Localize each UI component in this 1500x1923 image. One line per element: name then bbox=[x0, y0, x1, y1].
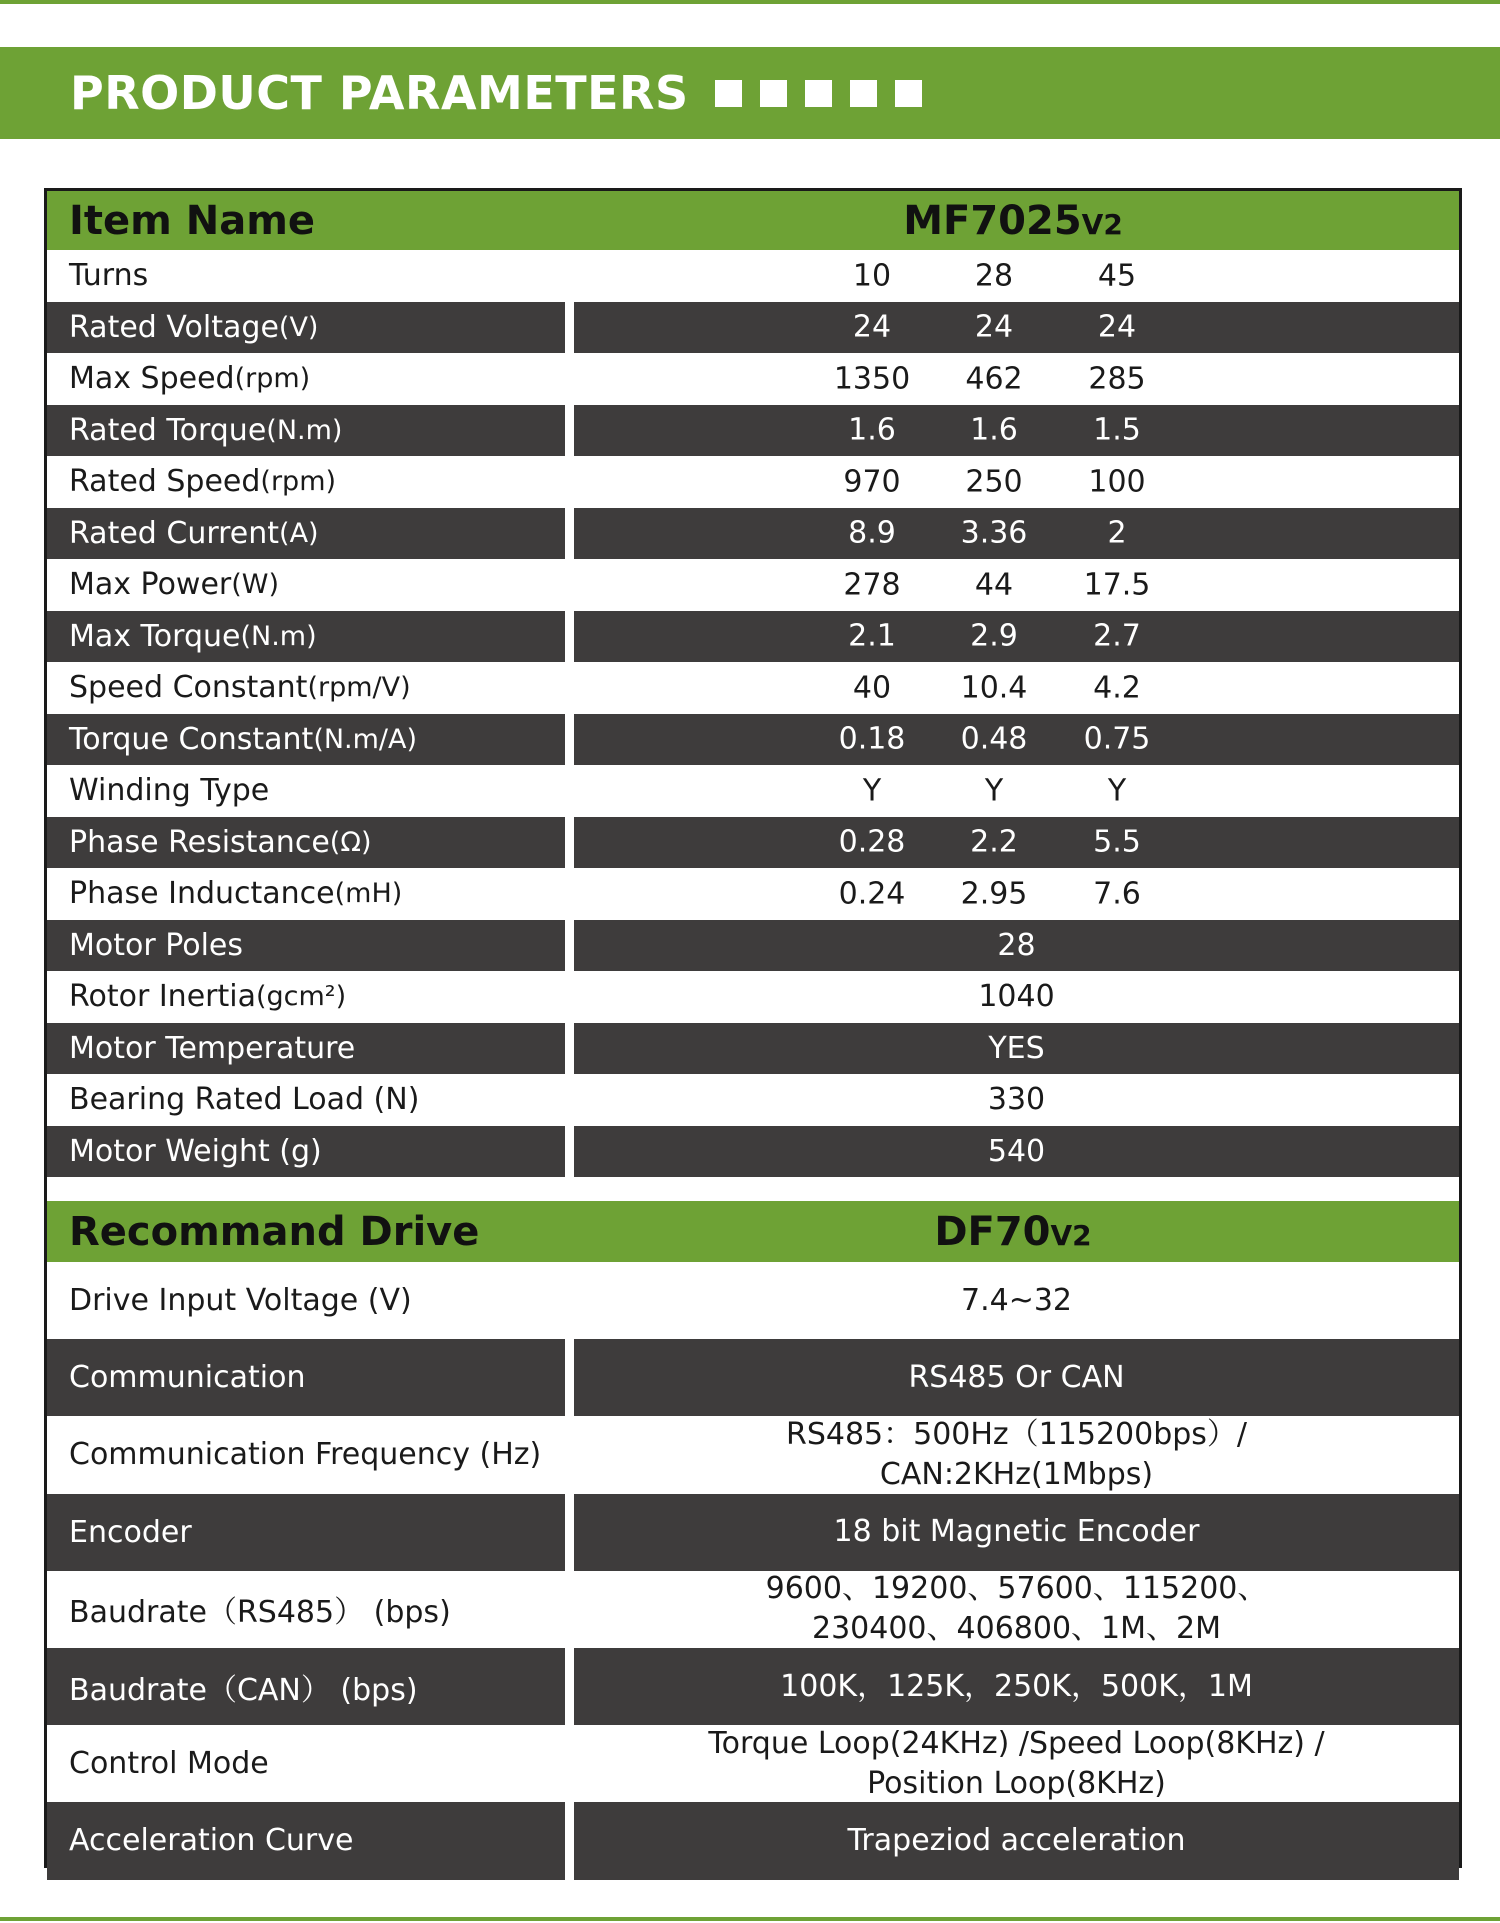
value-cell: 0.24 bbox=[838, 876, 906, 912]
row-values bbox=[574, 1339, 1459, 1416]
value-group bbox=[574, 611, 1459, 663]
column-divider bbox=[565, 1725, 574, 1802]
value-line: RS485：500Hz（115200bps）/ bbox=[785, 1416, 1248, 1452]
row-label bbox=[47, 1126, 565, 1178]
row-label bbox=[47, 971, 565, 1023]
table-row bbox=[47, 1023, 1459, 1075]
column-divider bbox=[565, 662, 574, 714]
column-divider bbox=[565, 971, 574, 1023]
row-values bbox=[574, 250, 1459, 302]
column-divider bbox=[565, 868, 574, 920]
value-cell: 462 bbox=[965, 361, 1023, 397]
row-label-unit: (N.m) bbox=[266, 414, 343, 446]
row-label-unit: (W) bbox=[231, 569, 280, 601]
row-label-text: Bearing Rated Load (N) bbox=[69, 1082, 420, 1118]
table-row bbox=[47, 456, 1459, 508]
row-label-text: Max Power bbox=[69, 567, 232, 603]
row-label-unit: (gcm²) bbox=[255, 981, 347, 1013]
value-cell: 540 bbox=[987, 1133, 1046, 1169]
row-label bbox=[47, 250, 565, 302]
row-values bbox=[574, 353, 1459, 405]
row-label-text: Encoder bbox=[69, 1514, 192, 1550]
banner-square bbox=[850, 80, 877, 107]
column-divider bbox=[565, 302, 574, 354]
row-label-unit: (A) bbox=[279, 517, 319, 549]
banner-square bbox=[760, 80, 787, 107]
row-label bbox=[47, 1023, 565, 1075]
row-label-text: Torque Constant bbox=[69, 721, 314, 757]
row-label bbox=[47, 405, 565, 457]
banner-square bbox=[895, 80, 922, 107]
row-label-text: Drive Input Voltage (V) bbox=[69, 1283, 412, 1319]
column-divider bbox=[565, 1416, 574, 1493]
row-label bbox=[47, 1416, 565, 1493]
value-line: 7.4~32 bbox=[960, 1282, 1073, 1318]
table-row bbox=[47, 662, 1459, 714]
value-cell: Y bbox=[984, 773, 1004, 809]
row-label-text: Motor Temperature bbox=[69, 1030, 356, 1066]
table-row bbox=[47, 508, 1459, 560]
column-divider bbox=[565, 1494, 574, 1571]
column-divider bbox=[565, 1339, 574, 1416]
row-values bbox=[574, 1494, 1459, 1571]
table-row bbox=[47, 405, 1459, 457]
value-cell: 44 bbox=[974, 567, 1014, 603]
value-cell: 2.7 bbox=[1093, 618, 1141, 654]
row-label-text: Winding Type bbox=[69, 773, 270, 809]
row-label bbox=[47, 817, 565, 869]
row-label-unit: (rpm) bbox=[260, 466, 337, 498]
motor-model bbox=[567, 198, 1459, 244]
value-cell: 24 bbox=[1097, 309, 1137, 345]
row-label bbox=[47, 920, 565, 972]
row-values bbox=[574, 868, 1459, 920]
value-group bbox=[574, 405, 1459, 457]
row-label-unit: (V) bbox=[278, 311, 319, 343]
value-cell: 330 bbox=[987, 1082, 1046, 1118]
row-values bbox=[574, 662, 1459, 714]
value-cell: 0.28 bbox=[838, 824, 906, 860]
value-group bbox=[574, 817, 1459, 869]
value-cell: 0.48 bbox=[960, 721, 1028, 757]
row-values bbox=[574, 302, 1459, 354]
value-group bbox=[574, 508, 1459, 560]
drive-model-name: DF70 bbox=[934, 1208, 1051, 1255]
row-label-text: Motor Weight (g) bbox=[69, 1133, 322, 1169]
row-values bbox=[574, 1023, 1459, 1075]
value-line: CAN:2KHz(1Mbps) bbox=[879, 1456, 1154, 1492]
table-row bbox=[47, 1571, 1459, 1648]
row-values bbox=[574, 1571, 1459, 1648]
column-divider bbox=[565, 611, 574, 663]
column-divider bbox=[565, 250, 574, 302]
table-row bbox=[47, 353, 1459, 405]
value-cell: 278 bbox=[843, 567, 901, 603]
drive-model bbox=[567, 1209, 1459, 1255]
row-values bbox=[574, 1648, 1459, 1725]
row-values bbox=[574, 817, 1459, 869]
row-label-text: Turns bbox=[69, 258, 149, 294]
row-values bbox=[574, 1262, 1459, 1339]
table-row bbox=[47, 1126, 1459, 1178]
page-title: PRODUCT PARAMETERS bbox=[70, 66, 689, 120]
top-accent-line bbox=[0, 0, 1500, 4]
value-cell: 8.9 bbox=[848, 515, 896, 551]
table-row bbox=[47, 920, 1459, 972]
table-row bbox=[47, 302, 1459, 354]
value-cell bbox=[766, 1569, 1268, 1649]
value-cell: 24 bbox=[852, 309, 892, 345]
table-row bbox=[47, 1074, 1459, 1126]
banner-squares bbox=[715, 80, 922, 107]
value-line: Trapeziod acceleration bbox=[847, 1822, 1186, 1858]
row-label-unit: (Ω) bbox=[329, 826, 372, 858]
value-cell: 1.5 bbox=[1093, 412, 1141, 448]
row-label bbox=[47, 662, 565, 714]
row-label bbox=[47, 1571, 565, 1648]
value-cell: 0.75 bbox=[1083, 721, 1151, 757]
row-label bbox=[47, 1494, 565, 1571]
column-divider bbox=[565, 765, 574, 817]
motor-model-suffix: V2 bbox=[1081, 207, 1123, 241]
table-row bbox=[47, 817, 1459, 869]
row-label bbox=[47, 1339, 565, 1416]
row-label bbox=[47, 1262, 565, 1339]
motor-header-row bbox=[47, 191, 1459, 250]
value-group bbox=[574, 559, 1459, 611]
value-group bbox=[574, 456, 1459, 508]
row-label-text: Rated Torque bbox=[69, 412, 267, 448]
row-label-text: Speed Constant bbox=[69, 670, 308, 706]
column-divider bbox=[565, 1262, 574, 1339]
row-values bbox=[574, 1416, 1459, 1493]
table-row bbox=[47, 611, 1459, 663]
value-cell: 3.36 bbox=[960, 515, 1028, 551]
row-values bbox=[574, 559, 1459, 611]
table-row bbox=[47, 1802, 1459, 1879]
column-divider bbox=[565, 1074, 574, 1126]
row-label bbox=[47, 559, 565, 611]
row-label bbox=[47, 1648, 565, 1725]
page-banner bbox=[0, 47, 1500, 139]
value-cell bbox=[786, 1415, 1247, 1495]
value-line: Torque Loop(24KHz) /Speed Loop(8KHz) / bbox=[708, 1725, 1325, 1761]
row-values bbox=[574, 1126, 1459, 1178]
value-cell: 4.2 bbox=[1093, 670, 1141, 706]
value-cell: 28 bbox=[997, 927, 1036, 963]
value-group bbox=[574, 302, 1459, 354]
column-divider bbox=[565, 920, 574, 972]
value-cell bbox=[708, 1724, 1324, 1804]
motor-model-name: MF7025 bbox=[903, 197, 1082, 244]
row-label bbox=[47, 1802, 565, 1879]
value-cell: 1.6 bbox=[848, 412, 896, 448]
value-line: RS485 Or CAN bbox=[908, 1359, 1125, 1395]
value-group bbox=[574, 662, 1459, 714]
row-values bbox=[574, 611, 1459, 663]
row-label-text: Baudrate（CAN） (bps) bbox=[69, 1672, 418, 1708]
table-row bbox=[47, 1339, 1459, 1416]
value-line: 100K，125K，250K，500K，1M bbox=[780, 1668, 1253, 1704]
row-values bbox=[574, 456, 1459, 508]
value-cell: 2.95 bbox=[960, 876, 1028, 912]
value-cell bbox=[834, 1512, 1200, 1552]
row-label-text: Rotor Inertia bbox=[69, 979, 256, 1015]
table-row bbox=[47, 1416, 1459, 1493]
value-line: 9600、19200、57600、115200、 bbox=[765, 1571, 1268, 1607]
value-group bbox=[574, 250, 1459, 302]
value-cell: 1.6 bbox=[970, 412, 1018, 448]
value-cell: 1350 bbox=[833, 361, 911, 397]
value-cell: 40 bbox=[852, 670, 892, 706]
value-cell: 0.18 bbox=[838, 721, 906, 757]
drive-header-row bbox=[47, 1201, 1459, 1262]
row-label-text: Communication bbox=[69, 1360, 306, 1396]
value-line: 230400、406800、1M、2M bbox=[812, 1611, 1221, 1647]
value-cell: 2.9 bbox=[970, 618, 1018, 654]
column-divider bbox=[565, 353, 574, 405]
table-row bbox=[47, 559, 1459, 611]
row-label-unit: (rpm/V) bbox=[307, 672, 411, 704]
value-cell: 285 bbox=[1088, 361, 1146, 397]
row-label-text: Rated Speed bbox=[69, 464, 261, 500]
drive-header-label: Recommand Drive bbox=[69, 1208, 480, 1255]
table-row bbox=[47, 1725, 1459, 1802]
table-row bbox=[47, 765, 1459, 817]
column-divider bbox=[565, 1648, 574, 1725]
column-divider bbox=[565, 405, 574, 457]
column-divider bbox=[565, 508, 574, 560]
value-cell bbox=[780, 1667, 1253, 1707]
value-group bbox=[574, 868, 1459, 920]
value-cell: 24 bbox=[974, 309, 1014, 345]
value-cell: Y bbox=[862, 773, 882, 809]
row-label-unit: (mH) bbox=[334, 878, 403, 910]
row-label bbox=[47, 765, 565, 817]
row-label bbox=[47, 353, 565, 405]
motor-header-label: Item Name bbox=[69, 197, 316, 244]
row-label bbox=[47, 611, 565, 663]
bottom-accent-line bbox=[0, 1917, 1500, 1921]
column-divider bbox=[565, 1802, 574, 1879]
drive-model-suffix: V2 bbox=[1050, 1218, 1092, 1252]
value-cell: 2.2 bbox=[970, 824, 1018, 860]
table-row bbox=[47, 714, 1459, 766]
value-cell bbox=[848, 1821, 1186, 1861]
value-group bbox=[574, 765, 1459, 817]
row-label bbox=[47, 302, 565, 354]
row-values bbox=[574, 508, 1459, 560]
row-label-unit: (N.m) bbox=[240, 620, 317, 652]
table-row bbox=[47, 971, 1459, 1023]
column-divider bbox=[565, 1023, 574, 1075]
table-row bbox=[47, 1262, 1459, 1339]
column-divider bbox=[565, 714, 574, 766]
row-label-text: Rated Current bbox=[69, 515, 280, 551]
banner-square bbox=[715, 80, 742, 107]
row-label bbox=[47, 714, 565, 766]
table-row bbox=[47, 1494, 1459, 1571]
value-cell: 2 bbox=[1107, 515, 1127, 551]
row-label-text: Baudrate（RS485） (bps) bbox=[69, 1595, 451, 1631]
column-divider bbox=[565, 456, 574, 508]
value-cell: YES bbox=[988, 1030, 1045, 1066]
row-label-text: Control Mode bbox=[69, 1746, 269, 1782]
table-row bbox=[47, 250, 1459, 302]
value-cell: 100 bbox=[1088, 464, 1146, 500]
row-values bbox=[574, 765, 1459, 817]
value-cell: 2.1 bbox=[848, 618, 896, 654]
row-values bbox=[574, 714, 1459, 766]
row-label-text: Communication Frequency (Hz) bbox=[69, 1437, 542, 1473]
value-cell: 250 bbox=[965, 464, 1023, 500]
column-divider bbox=[565, 1126, 574, 1178]
value-cell bbox=[961, 1281, 1072, 1321]
value-cell: 28 bbox=[974, 258, 1014, 294]
row-label bbox=[47, 1725, 565, 1802]
value-cell: 10 bbox=[852, 258, 892, 294]
banner-square bbox=[805, 80, 832, 107]
value-cell: 17.5 bbox=[1083, 567, 1151, 603]
parameters-table bbox=[44, 188, 1462, 1868]
row-values bbox=[574, 1802, 1459, 1879]
row-label bbox=[47, 868, 565, 920]
row-label bbox=[47, 456, 565, 508]
value-cell: 970 bbox=[843, 464, 901, 500]
value-cell: Y bbox=[1107, 773, 1127, 809]
row-values bbox=[574, 1725, 1459, 1802]
row-label bbox=[47, 508, 565, 560]
value-line: Position Loop(8KHz) bbox=[867, 1765, 1166, 1801]
column-divider bbox=[565, 817, 574, 869]
row-label-unit: (N.m/A) bbox=[313, 723, 418, 755]
value-cell bbox=[908, 1358, 1124, 1398]
value-group bbox=[574, 353, 1459, 405]
value-group bbox=[574, 714, 1459, 766]
column-divider bbox=[565, 559, 574, 611]
table-row bbox=[47, 868, 1459, 920]
row-label-unit: (rpm) bbox=[234, 363, 311, 395]
value-cell: 5.5 bbox=[1093, 824, 1141, 860]
value-cell: 1040 bbox=[978, 979, 1055, 1015]
value-cell: 10.4 bbox=[960, 670, 1028, 706]
row-values bbox=[574, 1074, 1459, 1126]
row-values bbox=[574, 405, 1459, 457]
row-values bbox=[574, 971, 1459, 1023]
table-row bbox=[47, 1648, 1459, 1725]
value-cell: 45 bbox=[1097, 258, 1137, 294]
value-line: 18 bit Magnetic Encoder bbox=[833, 1514, 1200, 1550]
row-label-text: Acceleration Curve bbox=[69, 1823, 354, 1859]
row-label-text: Phase Resistance bbox=[69, 824, 330, 860]
row-label-text: Max Speed bbox=[69, 361, 235, 397]
row-label bbox=[47, 1074, 565, 1126]
value-cell: 7.6 bbox=[1093, 876, 1141, 912]
row-label-text: Max Torque bbox=[69, 618, 241, 654]
row-label-text: Phase Inductance bbox=[69, 876, 335, 912]
row-label-text: Motor Poles bbox=[69, 927, 244, 963]
column-divider bbox=[565, 1571, 574, 1648]
row-label-text: Rated Voltage bbox=[69, 309, 279, 345]
row-values bbox=[574, 920, 1459, 972]
